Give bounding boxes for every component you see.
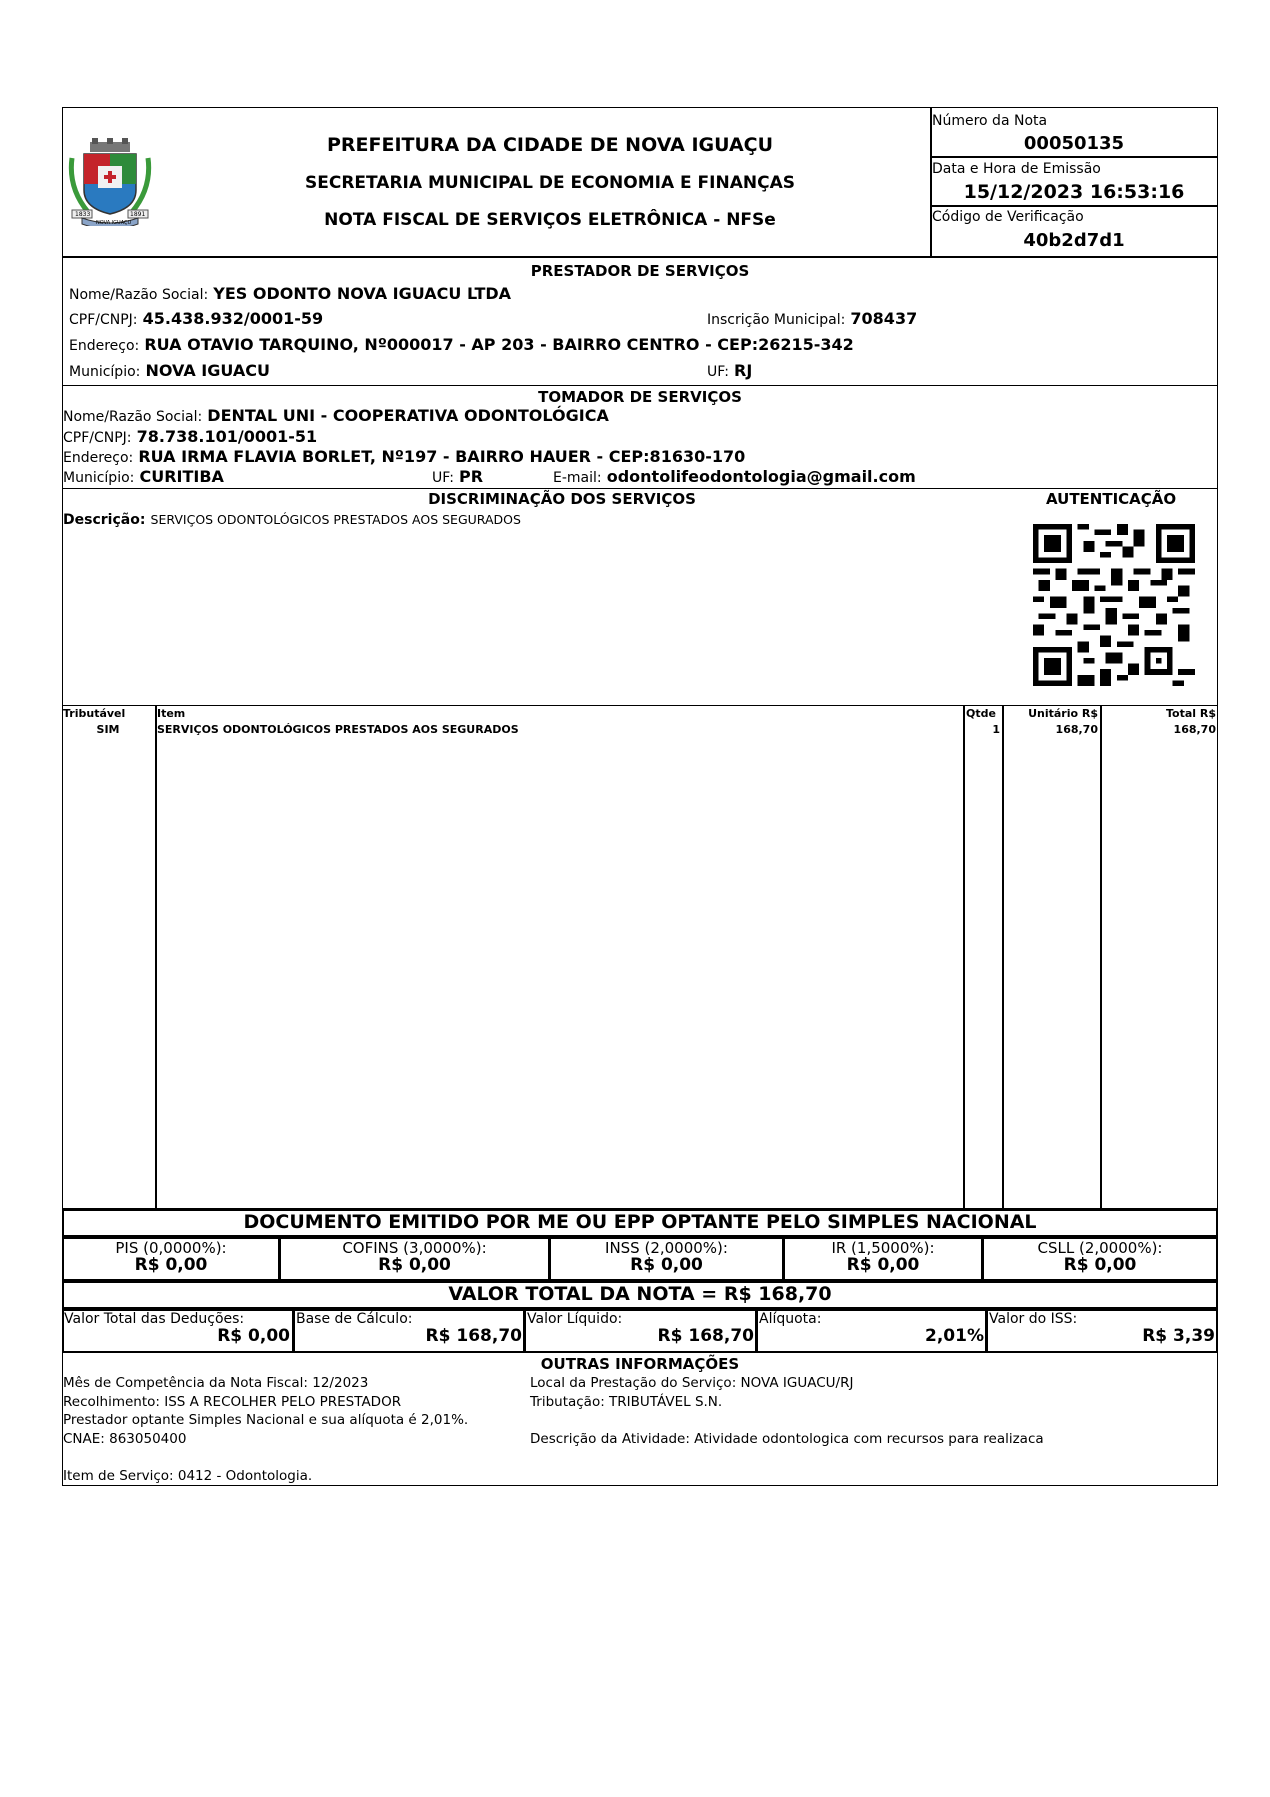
calc-aliquota-label: Alíquota:: [759, 1311, 822, 1327]
tomador-email-label: E-mail:: [553, 470, 602, 486]
tax-cofins-value: R$ 0,00: [378, 1255, 451, 1275]
tax-pis: [64, 1239, 278, 1275]
tax-inss-value: R$ 0,00: [630, 1255, 703, 1275]
outras-left: [63, 1374, 468, 1486]
tomador-uf-label: UF:: [432, 470, 454, 486]
calc-iss: [989, 1311, 1215, 1346]
prestador-address: RUA OTAVIO TARQUINO, Nº000017 - AP 203 - BAIRRO CENTRO - CEP:26215-342: [144, 335, 854, 354]
tax-ir: [785, 1239, 981, 1275]
crest-scroll-text: NOVA IGUAÇU: [96, 220, 132, 226]
col-header-unitario: Unitário R$: [1028, 707, 1098, 720]
note-date-label: Data e Hora de Emissão: [932, 161, 1101, 177]
row-total: 168,70: [1173, 723, 1216, 736]
tomador-cnpj: 78.738.101/0001-51: [136, 427, 318, 446]
tomador-uf: PR: [459, 467, 484, 486]
prestador-im-label: Inscrição Municipal:: [707, 312, 846, 328]
prestador-address-label: Endereço:: [69, 338, 140, 354]
tomador-city: CURITIBA: [139, 467, 224, 486]
outras-item-servico: Item de Serviço: 0412 - Odontologia.: [63, 1467, 313, 1484]
calc-deducoes-label: Valor Total das Deduções:: [64, 1311, 245, 1327]
tomador-cnpj-row: [63, 427, 317, 446]
descricao-text: SERVIÇOS ODONTOLÓGICOS PRESTADOS AOS SEGURADOS: [150, 512, 521, 527]
col-header-total: Total R$: [1165, 707, 1216, 720]
outras-right: [530, 1374, 1044, 1448]
prestador-name-label: Nome/Razão Social:: [69, 287, 209, 303]
calc-iss-value: R$ 3,39: [1142, 1326, 1215, 1346]
calc-iss-label: Valor do ISS:: [989, 1311, 1078, 1327]
tax-ir-value: R$ 0,00: [846, 1255, 920, 1275]
note-code: 40b2d7d1: [1023, 230, 1125, 251]
calc-base: [296, 1311, 522, 1346]
calc-liquido: [527, 1311, 754, 1346]
tomador-city-label: Município:: [63, 470, 135, 486]
tomador-name-label: Nome/Razão Social:: [63, 409, 203, 425]
prestador-city-row: [69, 361, 270, 380]
prestador-uf-row: [707, 361, 752, 380]
prestador-title: PRESTADOR DE SERVIÇOS: [530, 262, 750, 280]
calc-liquido-label: Valor Líquido:: [527, 1311, 623, 1327]
tomador-uf-row: [432, 467, 483, 486]
calc-base-value: R$ 168,70: [425, 1326, 522, 1346]
tomador-name: DENTAL UNI - COOPERATIVA ODONTOLÓGICA: [207, 406, 609, 425]
prestador-cnpj: 45.438.932/0001-59: [142, 309, 324, 328]
note-date: 15/12/2023 16:53:16: [963, 181, 1185, 203]
calc-liquido-value: R$ 168,70: [657, 1326, 754, 1346]
tax-cofins-label: COFINS (3,0000%):: [342, 1239, 487, 1257]
qr-code-icon: [1033, 524, 1195, 686]
tomador-address: RUA IRMA FLAVIA BORLET, Nº197 - BAIRRO HAUER - CEP:81630-170: [138, 447, 746, 466]
note-number: 00050135: [1023, 133, 1125, 154]
row-tributavel: SIM: [96, 723, 120, 736]
descricao-label: Descrição:: [63, 512, 146, 528]
simples-text: DOCUMENTO EMITIDO POR ME OU EPP OPTANTE PELO SIMPLES NACIONAL: [243, 1211, 1037, 1233]
note-code-label: Código de Verificação: [932, 209, 1084, 225]
tomador-name-row: [63, 406, 609, 425]
tax-csll: [984, 1239, 1216, 1275]
prestador-address-row: [69, 335, 854, 354]
tomador-title: TOMADOR DE SERVIÇOS: [538, 388, 742, 406]
descricao-row: [63, 509, 521, 528]
prestador-im: 708437: [850, 309, 918, 328]
prestador-uf-label: UF:: [707, 364, 729, 380]
row-unitario: 168,70: [1055, 723, 1098, 736]
calc-deducoes: [64, 1311, 290, 1346]
note-number-label: Número da Nota: [932, 113, 1048, 129]
prestador-name: YES ODONTO NOVA IGUACU LTDA: [213, 284, 512, 303]
calc-aliquota: [759, 1311, 984, 1346]
prestador-im-row: [707, 309, 917, 328]
row-item: SERVIÇOS ODONTOLÓGICOS PRESTADOS AOS SEGURADOS: [157, 723, 519, 736]
header-line3: NOTA FISCAL DE SERVIÇOS ELETRÔNICA - NFSe: [324, 210, 776, 230]
col-header-item: Item: [157, 707, 186, 720]
total-text: VALOR TOTAL DA NOTA = R$ 168,70: [448, 1283, 832, 1305]
tomador-cnpj-label: CPF/CNPJ:: [63, 430, 132, 446]
calc-base-label: Base de Cálculo:: [296, 1311, 413, 1327]
header-line1: PREFEITURA DA CIDADE DE NOVA IGUAÇU: [326, 134, 774, 156]
outras-simples: Prestador optante Simples Nacional e sua alíquota é 2,01%.: [63, 1412, 469, 1429]
outras-title: OUTRAS INFORMAÇÕES: [540, 1355, 740, 1373]
tax-cofins: [281, 1239, 548, 1275]
items-table: [62, 705, 1218, 1209]
prestador-cnpj-label: CPF/CNPJ:: [69, 312, 138, 328]
outras-tributacao: Tributação: TRIBUTÁVEL S.N.: [530, 1393, 723, 1410]
header-line2: SECRETARIA MUNICIPAL DE ECONOMIA E FINANÇAS: [305, 173, 795, 193]
crest-year-right: 1891: [130, 211, 146, 218]
outras-atividade: Descrição da Atividade: Atividade odontologica com recursos para realizaca: [530, 1430, 1044, 1447]
outras-spacer: [63, 1448, 468, 1467]
prestador-name-row: [69, 284, 511, 303]
tax-pis-label: PIS (0,0000%):: [115, 1239, 227, 1257]
row-qtde: 1: [992, 723, 1000, 736]
tomador-address-row: [63, 447, 745, 466]
col-header-tributavel: Tributável: [63, 707, 126, 720]
tax-pis-value: R$ 0,00: [134, 1255, 208, 1275]
tax-ir-label: IR (1,5000%):: [831, 1239, 935, 1257]
outras-local: Local da Prestação do Serviço: NOVA IGUACU/RJ: [530, 1375, 854, 1391]
outras-cnae: CNAE: 863050400: [63, 1430, 187, 1447]
prestador-uf: RJ: [734, 361, 753, 380]
outras-right-spacer: [530, 1411, 1044, 1430]
prestador-city-label: Município:: [69, 364, 141, 380]
col-header-qtde: Qtde: [966, 707, 996, 720]
autenticacao-title: AUTENTICAÇÃO: [1046, 490, 1177, 508]
outras-competencia: Mês de Competência da Nota Fiscal: 12/2023: [63, 1375, 369, 1391]
tax-csll-label: CSLL (2,0000%):: [1037, 1239, 1163, 1257]
tax-csll-value: R$ 0,00: [1063, 1255, 1137, 1275]
discriminacao-title: DISCRIMINAÇÃO DOS SERVIÇOS: [428, 490, 696, 508]
prestador-cnpj-row: [69, 309, 323, 328]
prestador-city: NOVA IGUACU: [145, 361, 270, 380]
tomador-email: odontolifeodontologia@gmail.com: [606, 467, 916, 486]
tax-inss-label: INSS (2,0000%):: [605, 1239, 728, 1257]
calc-aliquota-value: 2,01%: [925, 1326, 984, 1346]
tomador-email-row: [553, 467, 916, 486]
calc-deducoes-value: R$ 0,00: [217, 1326, 290, 1346]
tax-inss: [551, 1239, 782, 1275]
tomador-city-row: [63, 467, 224, 486]
tomador-address-label: Endereço:: [63, 450, 134, 466]
crest-year-left: 1833: [75, 211, 91, 218]
outras-recolhimento: Recolhimento: ISS A RECOLHER PELO PRESTADOR: [63, 1393, 402, 1410]
